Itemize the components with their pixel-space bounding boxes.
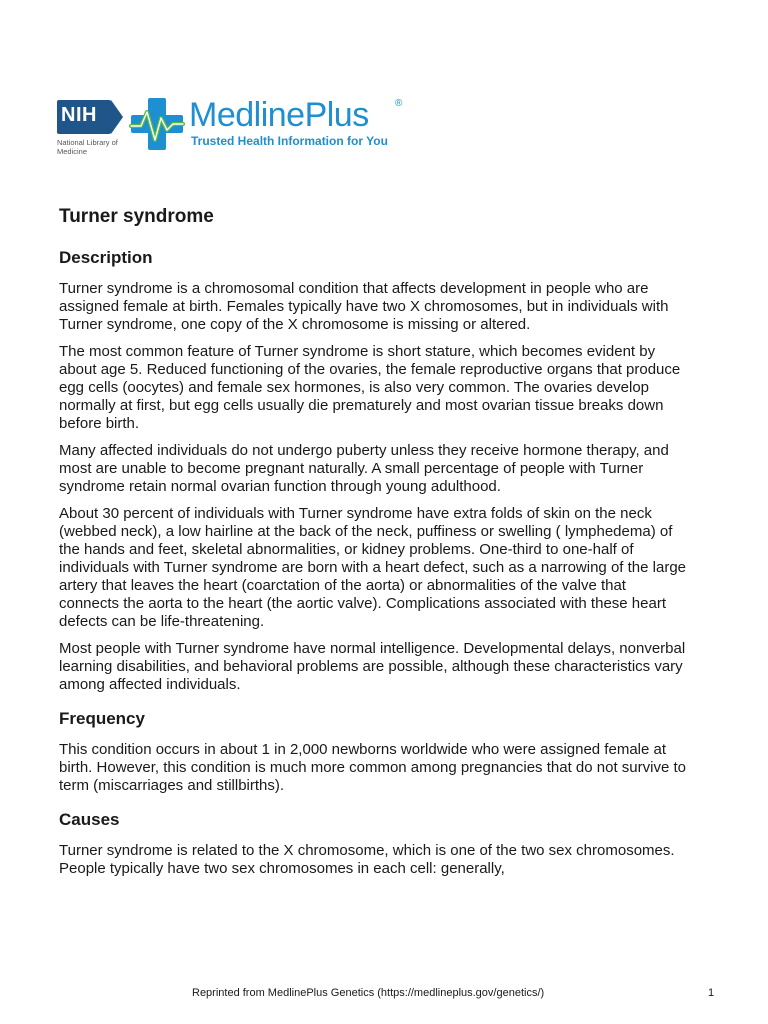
- brand-name: MedlinePlus: [189, 96, 369, 134]
- medlineplus-cross-icon: [129, 96, 185, 152]
- paragraph: Most people with Turner syndrome have normal intelligence. Developmental delays, nonverbal learning disabilities, and behavioral problems are possible, although these characteristics vary among affected individuals.: [59, 640, 686, 693]
- paragraph: Turner syndrome is a chromosomal condition that affects development in people who are assigned female at birth. Females typically have two X chromosomes, but in individuals with Turner syndrome, one copy of the X chromosome is missing or altered.: [59, 280, 669, 333]
- registered-mark: ®: [395, 98, 403, 109]
- nih-badge-text: NIH: [61, 104, 97, 126]
- section-heading-description: Description: [59, 248, 153, 267]
- brand-tagline: Trusted Health Information for You: [191, 134, 388, 148]
- nih-badge: [57, 100, 111, 134]
- page-number: 1: [708, 987, 715, 999]
- footer-credit: Reprinted from MedlinePlus Genetics (https://medlineplus.gov/genetics/): [192, 987, 545, 999]
- paragraph: This condition occurs in about 1 in 2,000 newborns worldwide who were assigned female at birth. However, this condition is much more common among pregnancies that do not survive to term (miscarriages and stillbirths).: [59, 741, 686, 794]
- document-body: [59, 206, 689, 887]
- paragraph: Many affected individuals do not undergo puberty unless they receive hormone therapy, and most are unable to become pregnant naturally. A small percentage of people with Turner syndrome retain normal ovarian function through young adulthood.: [59, 442, 669, 495]
- page-title: Turner syndrome: [59, 206, 214, 227]
- paragraph: About 30 percent of individuals with Turner syndrome have extra folds of skin on the neck (webbed neck), a low hairline at the back of the neck, puffiness or swelling ( lymphedema) of the hands and feet, skeletal abnormalities, or kidney problems. One-third to one-half of individuals with Turner syndrome are born with a heart defect, such as a narrowing of the large artery that leaves the heart (coarctation of the aorta) or abnormalities of the valve that connects the aorta to the heart (the aortic valve). Complications associated with these heart defects can be life-threatening.: [59, 505, 686, 630]
- nih-subtitle: National Library of Medicine: [57, 138, 118, 156]
- nih-chevron-icon: [111, 100, 123, 134]
- medlineplus-logo: [57, 96, 417, 172]
- paragraph: The most common feature of Turner syndrome is short stature, which becomes evident by about age 5. Reduced functioning of the ovaries, the female reproductive organs that produce egg cells (oocytes) and female sex hormones, is also very common. The ovaries develop normally at first, but egg cells usually die prematurely and most ovarian tissue breaks down before birth.: [59, 343, 681, 432]
- section-heading-frequency: Frequency: [59, 709, 145, 728]
- section-heading-causes: Causes: [59, 810, 120, 829]
- paragraph: Turner syndrome is related to the X chromosome, which is one of the two sex chromosomes. People typically have two sex chromosomes in each cell: generally,: [59, 842, 675, 877]
